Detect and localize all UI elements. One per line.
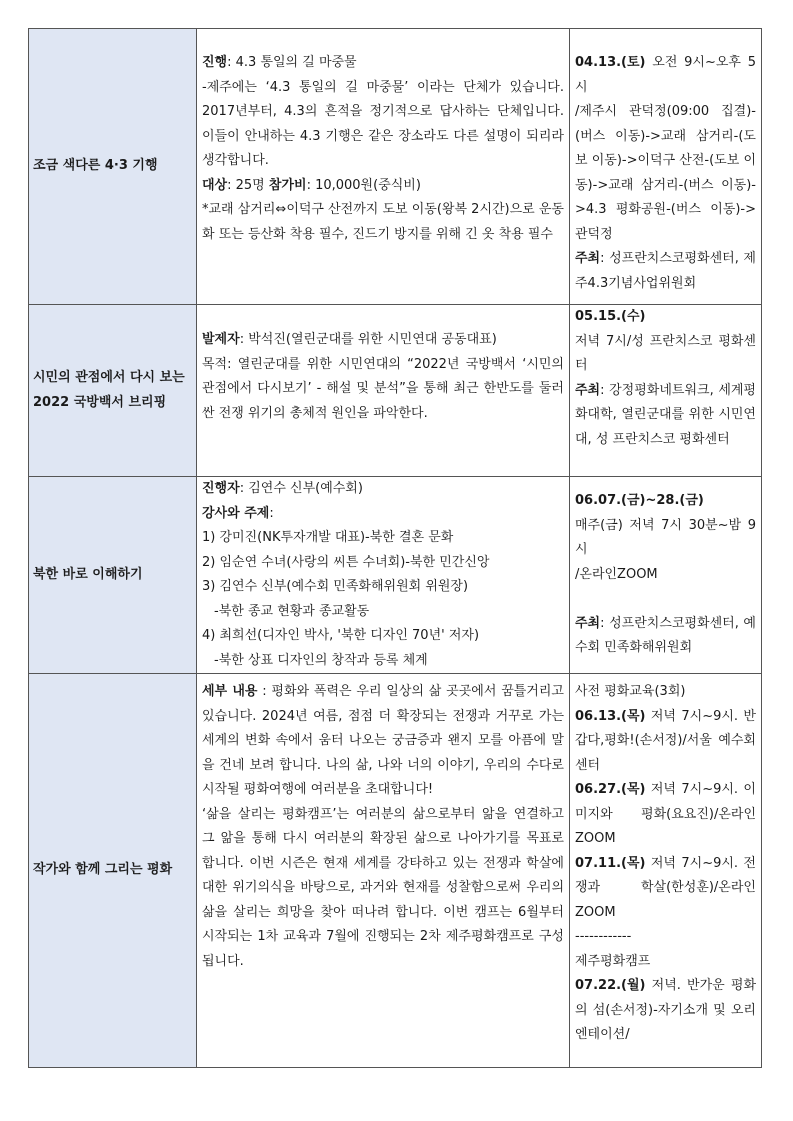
lecturers-key: 강사와 주제 [202, 505, 270, 521]
progress-key: 진행 [202, 55, 228, 70]
schedule-place: /온라인ZOOM [575, 566, 658, 582]
row-schedule [570, 674, 762, 1068]
camp-title: 제주평화캠프 [575, 953, 651, 969]
pre-education-title: 사전 평화교육(3회) [575, 684, 686, 699]
session-text: 저녁 7시~9시. 전쟁과 학살(한성훈)/온라인ZOOM [575, 855, 756, 920]
host-key: 주최 [575, 382, 601, 398]
session-text: 저녁 7시~9시. 이미지와 평화(요요진)/온라인ZOOM [575, 782, 756, 846]
target-value: : 25명 [227, 177, 269, 193]
schedule-time: 저녁 7시/성 프란치스코 평화센터 [575, 333, 756, 373]
list-item: 4) 최희선(디자인 박사, '북한 디자인 70년' 저자) [202, 628, 480, 643]
table-row [29, 29, 762, 305]
fee-key: 참가비 [268, 177, 307, 193]
row-detail [197, 305, 570, 477]
purpose-text: 목적: 열린군대를 위한 시민연대의 “2022년 국방백서 ‘시민의 관점에서 다시보기’ - 해설 및 분석”을 통해 최근 한반도를 둘러싼 전쟁 위기의 총체적 원인을 파악한다. [202, 356, 564, 421]
moderator-key: 진행자 [202, 481, 240, 496]
schedule-route: /제주시 관덕정(09:00 집결)-(버스 이동)->교래 삼거리-(도보 이동)->이덕구 산전-(도보 이동)->교래 삼거리-(버스 이동)->4.3 평화공원-(버스 이동)->관덕정 [575, 104, 756, 242]
row-label: 북한 바로 이해하기 [29, 477, 197, 674]
camp-text: ‘삶을 살리는 평화캠프’는 여러분의 삶으로부터 앎을 연결하고 그 앎을 통해 다시 여러분의 확장된 삶으로 나아가기를 목표로 합니다. 이번 시즌은 현재 세계를 강타하고 있는 전쟁과 학살에 대한 위기의식을 바탕으로, 과거와 현재를 성찰함으로써 우리의 삶을 살리는 희망을 찾아 떠나려 합니다. 이번 캠프는 6월부터 시작되는 1차 교육과 7월에 진행되는 2차 제주평화캠프로 구성됩니다. [202, 806, 564, 969]
schedule-date: 05.15.(수) [575, 309, 646, 324]
host-value: : 성프란치스코평화센터, 예수회 민족화해위원회 [575, 615, 756, 655]
host-key: 주최 [575, 251, 601, 266]
list-item: -북한 종교 현황과 종교활동 [214, 603, 370, 619]
row-detail [197, 29, 570, 305]
host-value: : 강정평화네트워크, 세계평화대학, 열린군대를 위한 시민연대, 성 프란치스코 평화센터 [575, 382, 756, 447]
row-schedule [570, 29, 762, 305]
host-value: : 성프란치스코평화센터, 제주4.3기념사업위원회 [575, 251, 756, 291]
detail-key: 세부 내용 [202, 684, 258, 699]
list-item: 3) 김연수 신부(예수회 민족화해위원회 위원장) [202, 579, 469, 594]
list-item: -북한 상표 디자인의 창작과 등록 체계 [214, 652, 428, 668]
table-row [29, 305, 762, 477]
list-item: 2) 임순연 수녀(사랑의 씨튼 수녀회)-북한 민간신앙 [202, 554, 490, 570]
table-row [29, 477, 762, 674]
program-table [28, 28, 762, 1068]
table-row [29, 674, 762, 1068]
target-key: 대상 [202, 177, 228, 193]
row-label: 조금 색다른 4·3 기행 [29, 29, 197, 305]
session-date: 07.11.(목) [575, 855, 646, 871]
row-detail [197, 477, 570, 674]
fee-value: : 10,000원(중식비) [306, 177, 421, 193]
divider-line: ------------ [575, 929, 632, 944]
session-text: 저녁 7시~9시. 반갑다,평화!(손서정)/서울 예수회센터 [575, 708, 756, 773]
row-detail [197, 674, 570, 1068]
moderator-value: : 김연수 신부(예수회) [239, 481, 363, 496]
camp-session-text: 저녁. 반가운 평화의 섬(손서정)-자기소개 및 오리엔테이션/ [575, 978, 756, 1042]
session-date: 06.13.(목) [575, 708, 646, 724]
row-label: 작가와 함께 그리는 평화 [29, 674, 197, 1068]
detail-value: : 평화와 폭력은 우리 일상의 삶 곳곳에서 꿈틀거리고 있습니다. 2024년 여름, 점점 더 확장되는 전쟁과 거꾸로 가는 세계의 변화 속에서 움터 나오는 궁금증과 왠지 모를 아픔에 말을 건네 보려 합니다. 나의 삶, 나와 너의 이야기, 우리의 수다로 시작될 평화여행에 여러분을 초대합니다! [202, 684, 564, 797]
lecturers-colon: : [269, 505, 274, 521]
note-text: *교래 삼거리⇔이덕구 산전까지 도보 이동(왕복 2시간)으로 운동화 또는 등산화 착용 필수, 진드기 방지를 위해 긴 옷 착용 필수 [202, 202, 564, 242]
schedule-time: 오전 9시~오후 5시 [575, 55, 756, 95]
schedule-date: 06.07.(금)~28.(금) [575, 493, 704, 508]
presenter-key: 발제자 [202, 332, 240, 347]
presenter-value: : 박석진(열린군대를 위한 시민연대 공동대표) [239, 332, 497, 347]
camp-date: 07.22.(월) [575, 978, 646, 993]
row-schedule [570, 305, 762, 477]
list-item: 1) 강미진(NK투자개발 대표)-북한 결혼 문화 [202, 530, 454, 545]
description-text: -제주에는 ‘4.3 통일의 길 마중물’ 이라는 단체가 있습니다. 2017년부터, 4.3의 흔적을 정기적으로 답사하는 단체입니다. 이들이 안내하는 4.3 기행은 같은 장소라도 다른 설명이 되리라 생각합니다. [202, 79, 564, 168]
schedule-time: 매주(금) 저녁 7시 30분~밤 9시 [575, 517, 756, 557]
host-key: 주최 [575, 615, 601, 631]
progress-value: : 4.3 통일의 길 마중물 [227, 55, 357, 70]
row-label: 시민의 관점에서 다시 보는 2022 국방백서 브리핑 [29, 305, 197, 477]
schedule-date: 04.13.(토) [575, 55, 646, 70]
session-date: 06.27.(목) [575, 782, 646, 797]
row-schedule [570, 477, 762, 674]
